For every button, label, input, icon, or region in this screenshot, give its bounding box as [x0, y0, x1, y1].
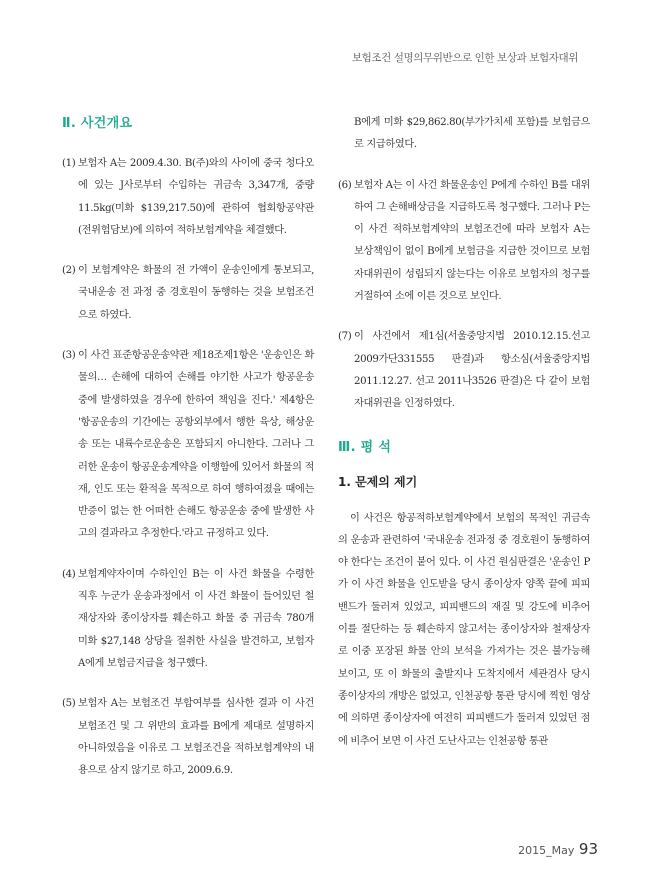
item-text: 이 사건에서 제1심(서울중앙지법 2010.12.15.선고 2009가단331555 판결)과 항소심(서울중앙지법 2011.12.27. 선고 2011나3526 판결)은 다 같이 보험자대위권을 인정하였다.: [354, 331, 590, 410]
body-paragraph: 이 사건은 항공적하보험계약에서 보험의 목적인 귀금속의 운송과 관련하여 '국내운송 전과정 중 경호원이 동행하여야 한다'는 조건이 붙어 있다. 이 사건 원심판결은 '운송인 P가 이 사건 화물을 인도받을 당시 종이상자 양쪽 끝에 피피밴드가 둘러져 있었고, 피피밴드의 재질 및 강도에 비추어 이를 절단하는 등 훼손하지 않고서는 종이상자와 철재상자로 이중 포장된 화물 안의 보석을 가져가는 것은 불가능해 보이고, 또 이 화물의 출발지나 도착지에서 세관검사 당시 종이상자의 개방은 없었고, 인천공항 통관 당시에 찍힌 영상에 의하면 종이상자에 여전히 피피밴드가 둘러져 있었던 점에 비추어 보면 이 사건 도난사고는 인천공항 통관: [338, 512, 590, 747]
item-text: 이 보험계약은 화물의 전 가액이 운송인에게 통보되고, 국내운송 전 과정 중 경호원이 동행하는 것을 보험조건으로 하였다.: [78, 265, 314, 321]
item-text: B에게 미화 $29,862.80(부가가치세 포함)를 보험금으로 지급하였다.: [354, 117, 590, 151]
section-heading-case-summary: Ⅱ. 사건개요: [62, 116, 133, 131]
list-item: [338, 326, 590, 415]
item-number: (2): [62, 265, 76, 277]
item-number: (4): [62, 568, 76, 580]
issue-label: 2015_May: [518, 844, 575, 857]
page-number: 93: [578, 840, 598, 858]
item-number: (6): [338, 179, 352, 191]
section-heading-commentary: Ⅲ. 평 석: [338, 439, 392, 455]
item-text: 보험계약자이며 수하인인 B는 이 사건 화물을 수령한 직후 누군가 운송과정에서 이 사건 화물이 들어있던 철재상자와 종이상자를 훼손하고 화물 중 귀금속 780개 미화 $27,148 상당을 절취한 사실을 발견하고, 보험자 A에게 보험금지급을 청구했다.: [78, 568, 314, 669]
list-item: [62, 260, 314, 327]
item-number: (7): [338, 331, 352, 343]
page-footer: [518, 840, 598, 858]
list-item: [62, 693, 314, 782]
item-number: (5): [62, 698, 76, 710]
item-number: (1): [62, 158, 76, 169]
list-item: [338, 175, 590, 309]
item-number: (3): [62, 350, 76, 362]
sub-heading-problem-statement: 1. 문제의 제기: [338, 474, 418, 489]
list-item-continuation: [338, 112, 590, 157]
item-text: 보험자 A는 보험조건 부합여부를 심사한 결과 이 사건 보험조건 및 그 위반의 효과를 B에게 제대로 설명하지 아니하였음을 이유로 그 보험조건을 적하보험계약의 내용으로 삼지 않기로 하고, 2009.6.9.: [78, 698, 314, 777]
list-item: [62, 345, 314, 546]
item-text: 보험자 A는 2009.4.30. B(주)와의 사이에 중국 청다오에 있는 J사로부터 수입하는 귀금속 3,347개, 중량 11.5kg(미화 $139,217.50)에 관하여 협회항공약관(전위험담보)에 의하여 적하보험계약을 체결했다.: [78, 158, 314, 236]
left-column: [62, 112, 314, 800]
running-header: 보험조건 설명의무위반으로 인한 보상과 보험자대위: [351, 52, 578, 64]
list-item: [62, 564, 314, 675]
item-text: 보험자 A는 이 사건 화물운송인 P에게 수하인 B를 대위하여 그 손해배상금을 지급하도록 청구했다. 그러나 P는 이 사건 적하보험계약의 보험조건에 따라 보험자 A는 보상책임이 없이 B에게 보험금을 지급한 것이므로 보험자대위권이 성립되지 않는다는 이유로 보험자의 청구를 거절하여 소에 이른 것으로 보인다.: [354, 179, 590, 303]
right-column: [338, 112, 590, 753]
item-text: 이 사건 표준항공운송약관 제18조제1항은 '운송인은 화물의… 손해에 대하여 손해를 야기한 사고가 항공운송 중에 발생하였을 경우에 한하여 책임을 진다.' 제4항은 '항공운송의 기간에는 공항외부에서 행한 육상, 해상운송 또는 내륙수로운송은 포함되지 아니한다. 그러나 그러한 운송이 항공운송계약을 이행함에 있어서 화물의 적재, 인도 또는 환적을 목적으로 하여 행하여졌을 때에는 반증이 없는 한 어떠한 손해도 항공운송 중에 발생한 사고의 결과라고 추정한다.'라고 규정하고 있다.: [78, 350, 314, 540]
list-item: [62, 153, 314, 242]
